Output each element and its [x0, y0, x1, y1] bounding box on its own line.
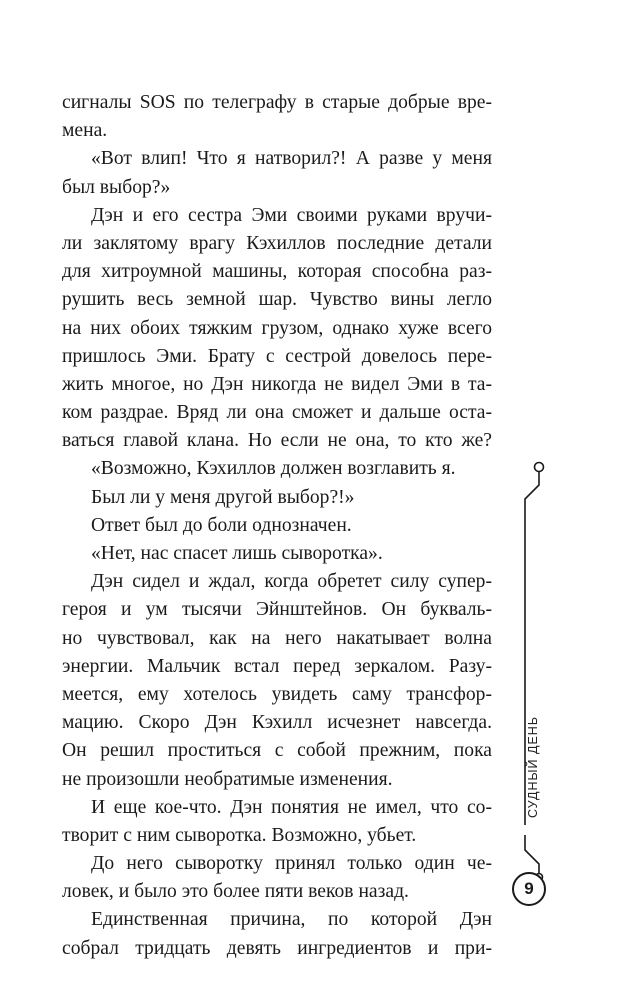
text-line: Ответ был до боли однозначен.: [91, 514, 352, 536]
text-line: но чувствовал, как на него накатывает волна: [62, 627, 492, 649]
text-line: ком раздрае. Вряд ли она сможет и дальше оста-: [62, 402, 492, 424]
text-line: меется, ему хотелось увидеть саму трансфор-: [62, 683, 492, 705]
text-line: ловек, и было это более пяти веков назад.: [62, 881, 409, 903]
text-line: Единственная причина, по которой Дэн: [91, 909, 492, 931]
text-line: энергии. Мальчик встал перед зеркалом. Разу-: [62, 655, 492, 677]
text-line: творит с ним сыворотка. Возможно, убьет.: [62, 824, 417, 846]
text-line: был выбор?»: [62, 176, 171, 198]
text-line: Дэн сидел и ждал, когда обретет силу супер-: [91, 571, 492, 593]
text-line: До него сыворотку принял только один че-: [91, 853, 492, 875]
text-line: И еще кое-что. Дэн понятия не имел, что со-: [91, 796, 492, 818]
ornament-line-lower: [525, 835, 539, 873]
text-line: собрал тридцать девять ингредиентов и при-: [62, 937, 492, 959]
text-line: не произошли необратимые изменения.: [62, 768, 393, 790]
text-line: мацию. Скоро Дэн Кэхилл исчезнет навсегда.: [62, 712, 492, 734]
text-line: ваться главой клана. Но если не она, то кто же?: [62, 430, 492, 452]
ornament-top-node: [535, 463, 544, 472]
body-text: [62, 89, 492, 963]
text-line: ли заклятому врагу Кэхиллов последние детали: [62, 232, 492, 254]
text-line: пришлось Эми. Брату с сестрой довелось пере-: [62, 345, 492, 367]
text-line: «Вот влип! Что я натворил?! А разве у меня: [91, 148, 492, 170]
text-line: «Нет, нас спасет лишь сыворотка».: [91, 543, 383, 564]
text-line: жить многое, но Дэн никогда не видел Эми в та-: [62, 373, 492, 395]
text-line: рушить весь земной шар. Чувство вины легло: [62, 289, 492, 311]
text-line: Дэн и его сестра Эми своими руками вручи-: [91, 204, 492, 226]
text-line: для хитроумной машины, которая способна раз-: [62, 261, 492, 283]
page-number: 9: [512, 872, 546, 906]
text-line: Был ли у меня другой выбор?!»: [91, 486, 355, 508]
running-head: СУДНЫЙ ДЕНЬ: [526, 715, 540, 818]
text-line: «Возможно, Кэхиллов должен возглавить я.: [91, 458, 456, 480]
text-line: мена.: [62, 120, 108, 142]
text-line: на них обоих тяжким грузом, однако хуже всего: [62, 317, 492, 339]
text-line: героя и ум тысячи Эйнштейнов. Он букваль-: [62, 599, 492, 621]
text-line: Он решил проститься с собой прежним, пока: [62, 740, 492, 762]
text-line: сигналы SOS по телеграфу в старые добрые вре-: [62, 92, 492, 113]
